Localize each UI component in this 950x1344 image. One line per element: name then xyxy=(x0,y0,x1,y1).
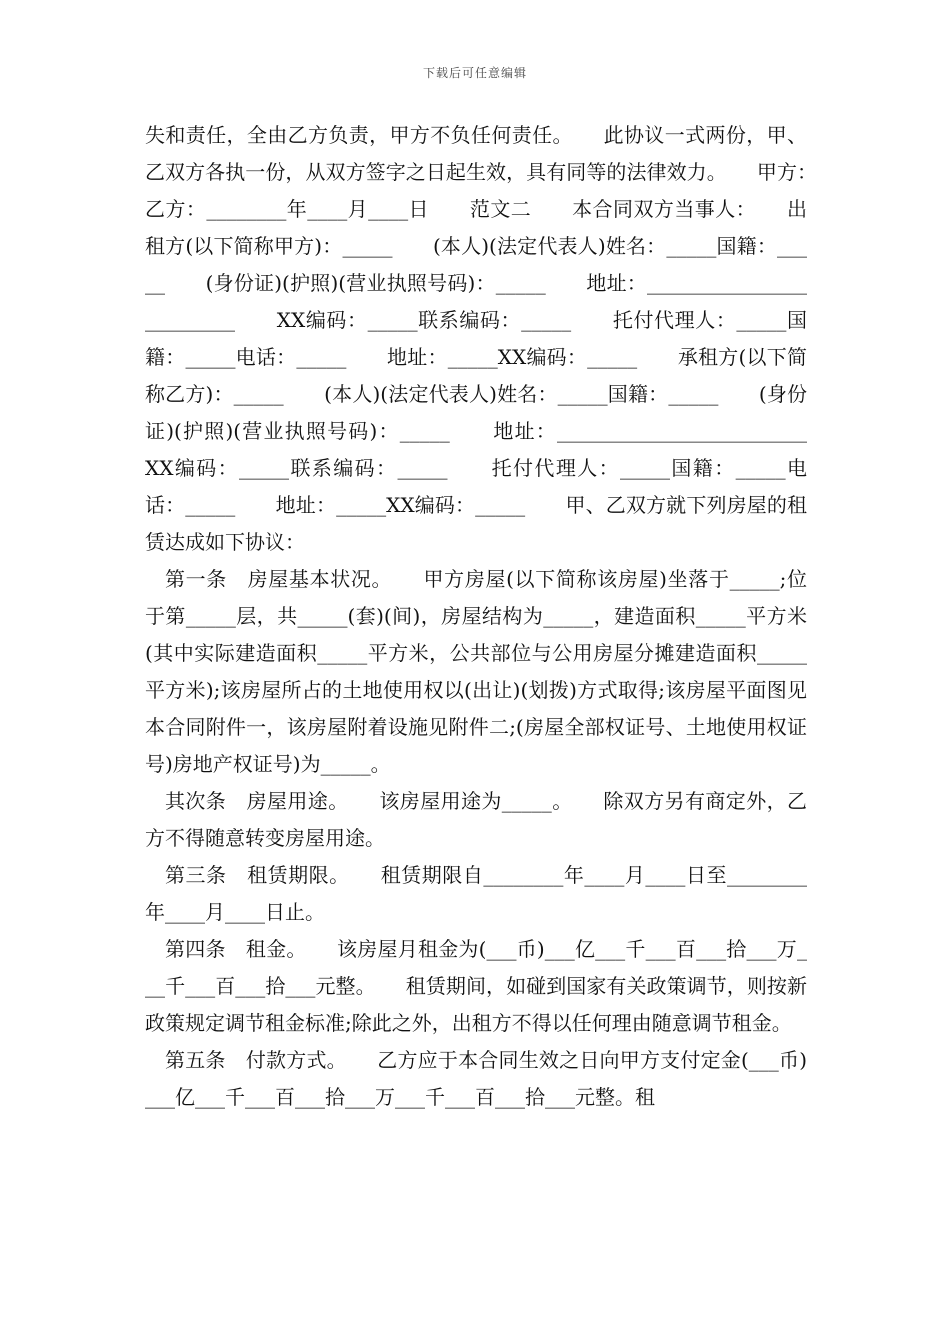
paragraph-article-1: 第一条 房屋基本状况。 甲方房屋(以下简称该房屋)坐落于_____;位于第_____层，共_____(套)(间)，房屋结构为_____，建造面积_____平方米(其中实际建造面积_____平方米，公共部位与公用房屋分摊建造面积_____平方米);该房屋所占的土地使用权以(出让)(划拨)方式取得;该房屋平面图见本合同附件一，该房屋附着设施见附件二;(房屋全部权证号、土地使用权证号)房地产权证号)为_____。 xyxy=(145,567,807,776)
page-header: 下载后可任意编辑 xyxy=(422,66,527,80)
paragraph-article-5: 第五条 付款方式。 乙方应于本合同生效之日向甲方支付定金(___币)___亿___千___百___拾___万___千___百___拾___元整。租 xyxy=(145,1048,807,1109)
paragraph-article-4: 第四条 租金。 该房屋月租金为(___币)___亿___千___百___拾___万___千___百___拾___元整。 租赁期间，如碰到国家有关政策调节，则按新政策规定调节租金标准;除此之外，出租方不得以任何理由随意调节租金。 xyxy=(145,937,807,1035)
paragraph-article-3: 第三条 租赁期限。 租赁期限自________年____月____日至________年____月____日止。 xyxy=(145,863,807,924)
document-body xyxy=(145,117,847,1116)
paragraph-article-2: 其次条 房屋用途。 该房屋用途为_____。 除双方另有商定外，乙方不得随意转变房屋用途。 xyxy=(145,789,807,850)
paragraph-parties: 失和责任，全由乙方负责，甲方不负任何责任。 此协议一式两份，甲、乙双方各执一份，从双方签字之日起生效，具有同等的法律效力。 甲方： 乙方：________年____月____日 范文二 本合同双方当事人： 出租方(以下简称甲方)：_____ (本人)(法定代表人)姓名：_____国籍：_____ (身份证)(护照)(营业执照号码)：_____ 地址：_________________________ XX编码：_____联系编码：_____ 托付代理人：_____国籍：_____电话：_____ 地址：_____XX编码：_____ 承租方(以下简称乙方)：_____ (本人)(法定代表人)姓名：_____国籍：_____ (身份证)(护照)(营业执照号码)：_____ 地址：_________________________ XX编码：_____联系编码：_____ 托付代理人：_____国籍：_____电话：_____ 地址：_____XX编码：_____ 甲、乙双方就下列房屋的租赁达成如下协议： xyxy=(145,123,847,554)
